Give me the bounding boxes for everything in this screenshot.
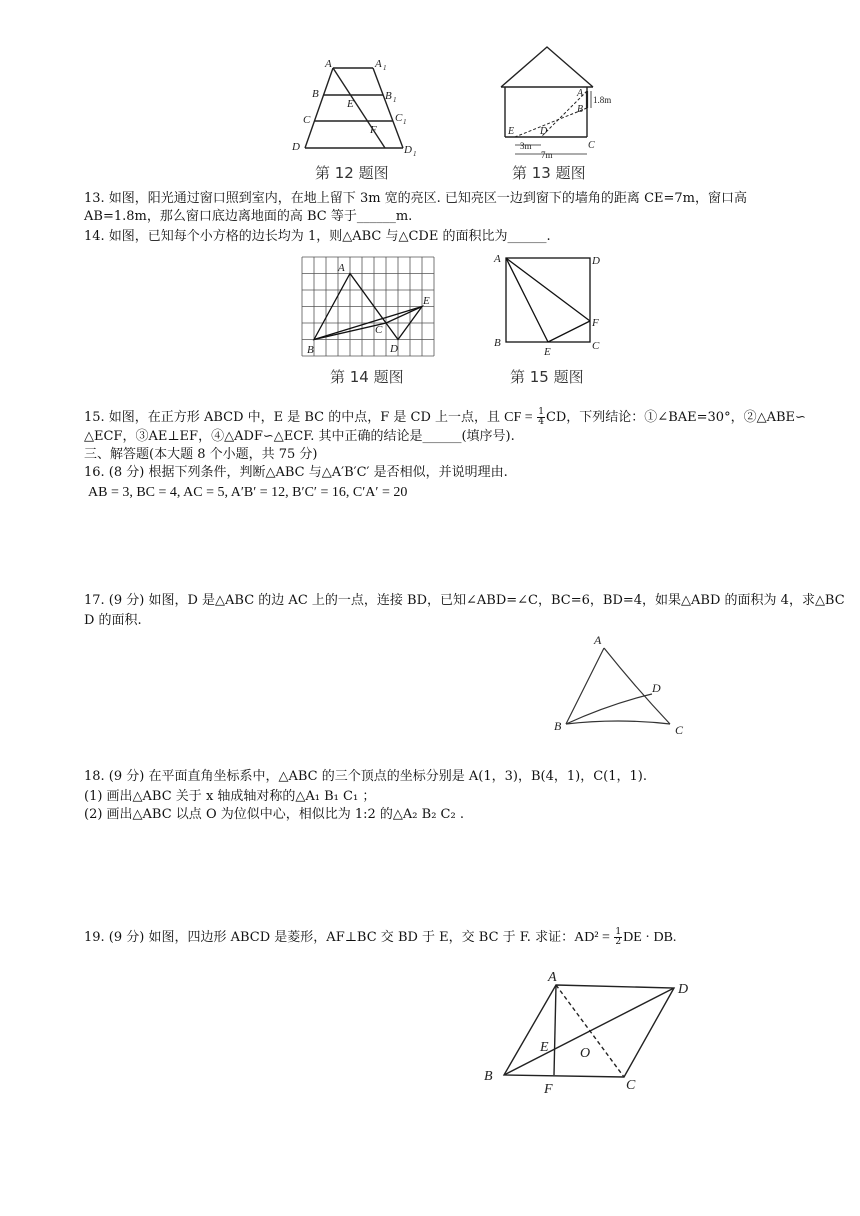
svg-text:A: A	[375, 58, 382, 70]
fraction-one-quarter: $\frac{1}{4}$	[538, 407, 544, 427]
svg-text:B: B	[577, 104, 584, 115]
svg-text:F: F	[544, 1082, 553, 1097]
figure-19	[478, 965, 718, 1100]
figure-13-caption: 第 13 题图	[512, 164, 586, 182]
ce-length-label: 7m	[541, 150, 553, 160]
svg-text:B: B	[484, 1069, 493, 1084]
figure-14	[297, 253, 439, 363]
svg-text:D: D	[404, 144, 412, 156]
figure-15-caption: 第 15 题图	[510, 368, 584, 386]
svg-text:C: C	[675, 723, 684, 737]
question-18-line-1: 18. (9 分) 在平面直角坐标系中，△ABC 的三个顶点的坐标分别是 A(1，3)，B(4，1)，C(1，1).	[84, 769, 647, 784]
question-15-line-1	[84, 408, 806, 427]
svg-text:1: 1	[383, 64, 387, 72]
svg-text:O: O	[580, 1046, 591, 1061]
svg-text:C: C	[588, 140, 595, 151]
svg-text:C: C	[592, 340, 600, 352]
question-13-line-2: AB=1.8m，那么窗口底边离地面的高 BC 等于______m.	[84, 209, 413, 224]
svg-text:B: B	[554, 719, 562, 733]
svg-text:B: B	[494, 337, 501, 349]
svg-text:C: C	[303, 114, 311, 126]
svg-text:1: 1	[403, 118, 407, 126]
svg-text:C: C	[375, 324, 383, 336]
svg-text:F: F	[370, 124, 377, 136]
question-13-line-1: 13. 如图，阳光通过窗口照到室内，在地上留下 3m 宽的亮区. 已知亮区一边到窗下的墙角的距离 CE=7m，窗口高	[84, 191, 747, 206]
section-3-heading: 三、解答题(本大题 8 个小题，共 75 分)	[84, 447, 318, 462]
svg-text:D: D	[540, 126, 548, 137]
svg-text:D: D	[652, 681, 661, 695]
question-17-line-2: D 的面积.	[84, 613, 142, 628]
svg-text:A: A	[338, 262, 345, 274]
question-15-text-b: CD，下列结论：①∠BAE=30°，②△ABE∽	[545, 410, 806, 425]
svg-text:D: D	[592, 255, 600, 267]
svg-text:E: E	[544, 346, 551, 358]
fraction-one-half: $\frac{1}{2}$	[615, 927, 622, 947]
svg-text:E: E	[423, 295, 430, 307]
svg-text:E: E	[508, 126, 515, 137]
question-16-conditions: AB = 3, BC = 4, AC = 5, A′B′ = 12, B′C′ = 16, C′A′ = 20	[88, 485, 408, 500]
svg-text:B: B	[312, 88, 319, 100]
de-db-expression: DE · DB.	[623, 930, 677, 945]
svg-text:B: B	[307, 344, 314, 356]
question-16-line-1: 16. (8 分) 根据下列条件，判断△ABC 与△A′B′C′ 是否相似，并说明理由.	[84, 465, 508, 480]
question-14: 14. 如图，已知每个小方格的边长均为 1，则△ABC 与△CDE 的面积比为______.	[84, 229, 551, 244]
svg-text:A: A	[594, 633, 602, 647]
svg-text:D: D	[292, 141, 300, 153]
svg-text:1: 1	[393, 96, 397, 104]
question-19	[84, 928, 676, 947]
svg-text:1: 1	[413, 150, 417, 158]
svg-text:B: B	[385, 90, 392, 102]
svg-text:C: C	[395, 112, 403, 124]
svg-text:A: A	[494, 253, 501, 265]
question-15-text-a: 15. 如图，在正方形 ABCD 中，E 是 BC 的中点，F 是 CD 上一点，且	[84, 410, 505, 425]
figure-13	[495, 42, 620, 165]
svg-text:E: E	[540, 1040, 549, 1055]
svg-text:E: E	[347, 98, 354, 110]
question-18-part-2: (2) 画出△ABC 以点 O 为位似中心，相似比为 1:2 的△A₂ B₂ C₂ .	[84, 807, 464, 822]
cf-expression: CF =	[504, 410, 537, 425]
light-width-label: 3m	[520, 141, 532, 151]
ad-squared-expression: AD² =	[574, 930, 614, 945]
svg-text:F: F	[592, 317, 599, 329]
question-17-line-1: 17. (9 分) 如图，D 是△ABC 的边 AC 上的一点，连接 BD，已知∠ABD=∠C，BC=6，BD=4，如果△ABD 的面积为 4，求△BC	[84, 593, 845, 608]
svg-text:D: D	[678, 982, 689, 997]
figure-14-caption: 第 14 题图	[330, 368, 404, 386]
figure-15	[490, 250, 610, 360]
figure-12-caption: 第 12 题图	[315, 164, 389, 182]
svg-text:C: C	[626, 1078, 636, 1093]
svg-text:A: A	[548, 970, 557, 985]
svg-text:A: A	[577, 88, 584, 99]
svg-text:D: D	[390, 343, 398, 355]
window-height-label: 1.8m	[593, 95, 612, 105]
question-19-text: 19. (9 分) 如图，四边形 ABCD 是菱形，AF⊥BC 交 BD 于 E，交 BC 于 F. 求证：	[84, 930, 575, 945]
question-15-line-2: △ECF，③AE⊥EF，④△ADF∽△ECF. 其中正确的结论是______(填序号).	[84, 429, 515, 444]
figure-17	[548, 628, 698, 740]
figure-12	[285, 55, 420, 165]
svg-text:A: A	[325, 58, 332, 70]
question-18-part-1: (1) 画出△ABC 关于 x 轴成轴对称的△A₁ B₁ C₁ ；	[84, 789, 376, 804]
